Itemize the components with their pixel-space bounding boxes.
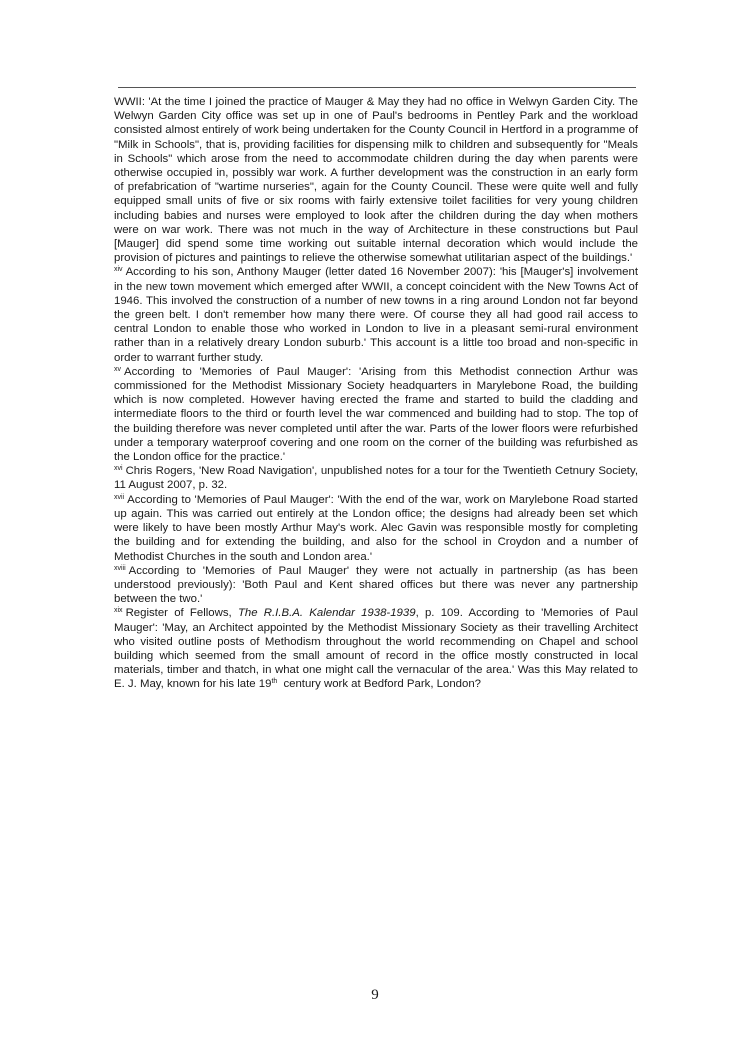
publication-title: The R.I.B.A. Kalendar 1938-1939 (237, 607, 416, 620)
footnote-19 (114, 606, 638, 691)
footnote-marker: xix (114, 607, 123, 615)
footnote-marker: xv (114, 365, 121, 373)
footnote-text: According to 'Memories of Paul Mauger' they were not actually in partnership (as has been understood previously): 'Both Paul and Kent shared offices but there was never any partnership between the two.' (114, 564, 638, 606)
footnote-marker: xiv (114, 266, 123, 274)
ordinal-suffix: th (271, 678, 278, 686)
footnote-15 (114, 365, 638, 464)
footnote-text: According to his son, Anthony Mauger (letter dated 16 November 2007): 'his [Mauger's] involvement in the new town movement which emerged after WWII, a concept coincident with the New Towns Act of 1946. This involved the construction of a number of new towns in a ring around London not far beyond the green belt. I don't remember how many there were. Of course they all had good rail access to central London to enable those who worked in London to live in a pleasant semi-rural environment rather than in a relatively dreary London suburb.' This account is a little too broad and non-specific in order to warrant further study. (114, 266, 638, 364)
footnote-14 (114, 265, 638, 364)
footnote-marker: xvii (114, 493, 125, 501)
footnote-text: WWII: 'At the time I joined the practice of Mauger & May they had no office in Welwyn Garden City. The Welwyn Garden City office was set up in one of Paul's bedrooms in Pentley Park and the workload consisted almost entirely of work being undertaken for the County Council in Hertford in a programme of "Milk in Schools", that is, providing facilities for dispensing milk to children and subsequently for "Meals in Schools" which arose from the need to accommodate children during the day when parents were otherwise occupied in, possibly war work. A further development was the construction in an early form of prefabrication of "wartime nurseries", again for the County Council. These were quite well and fully equipped small units of five or six rooms with fairly extensive toilet facilities for very young children including babies and nurses were employed to look after the children during the day when mothers were on war work. There was not much in the way of Architecture in these constructions but Paul [Mauger] did spend some time working out suitable internal decoration which would include the provision of pictures and paintings to relieve the otherwise somewhat utilitarian aspect of the buildings.' (114, 96, 638, 265)
footnote-text: Register of Fellows, (125, 607, 238, 620)
footnote-text: century work at Bedford Park, London? (280, 678, 481, 691)
footnote-text: , p. 109. According to 'Memories of Paul Mauger': 'May, an Architect appointed by the Methodist Missionary Society as their travelling Architect who visited outline posts of Methodism throughout the world recommending on Chapel and school building which seemed from the small amount of record in the office mostly constructed in local materials, timber and thatch, in what one might call the vernacular of the area.' Was this May related to E. J. May, known for his late 19 (114, 607, 639, 691)
footnote-text: According to 'Memories of Paul Mauger': 'Arising from this Methodist connection Arthur was commissioned for the Methodist Missionary Society headquarters in Marylebone Road, the building which is now completed. However having erected the frame and started to build the cladding and intermediate floors to the third or fourth level the war commenced and building had to stop. The top of the building therefore was never completed until after the war. Parts of the lower floors were refurbished under a temporary waterproof covering and one room on the corner of the building was refurbished as the London office for the practice.' (114, 365, 638, 464)
footnote-13-continued (114, 95, 638, 265)
footnote-text: According to 'Memories of Paul Mauger': 'With the end of the war, work on Marylebone Road started up again. This was carried out entirely at the London office; the designs had already been set which were likely to have been mostly Arthur May's work. Alec Gavin was responsible mostly for completing the building and for extending the building, and also for the school in Croydon and a number of Methodist Churches in the south and London area.' (114, 493, 638, 563)
page-number: 9 (371, 987, 379, 1003)
footnote-text: Chris Rogers, 'New Road Navigation', unpublished notes for a tour for the Twentieth Cetnury Society, 11 August 2007, p. 32. (114, 465, 638, 492)
footnote-marker: xvi (114, 465, 123, 473)
footnote-16 (114, 464, 638, 492)
footnote-17 (114, 493, 638, 564)
footnotes-section (114, 95, 638, 692)
footnote-18 (114, 564, 638, 607)
footnote-marker: xviii (114, 564, 126, 572)
footnote-separator-rule (118, 87, 636, 88)
